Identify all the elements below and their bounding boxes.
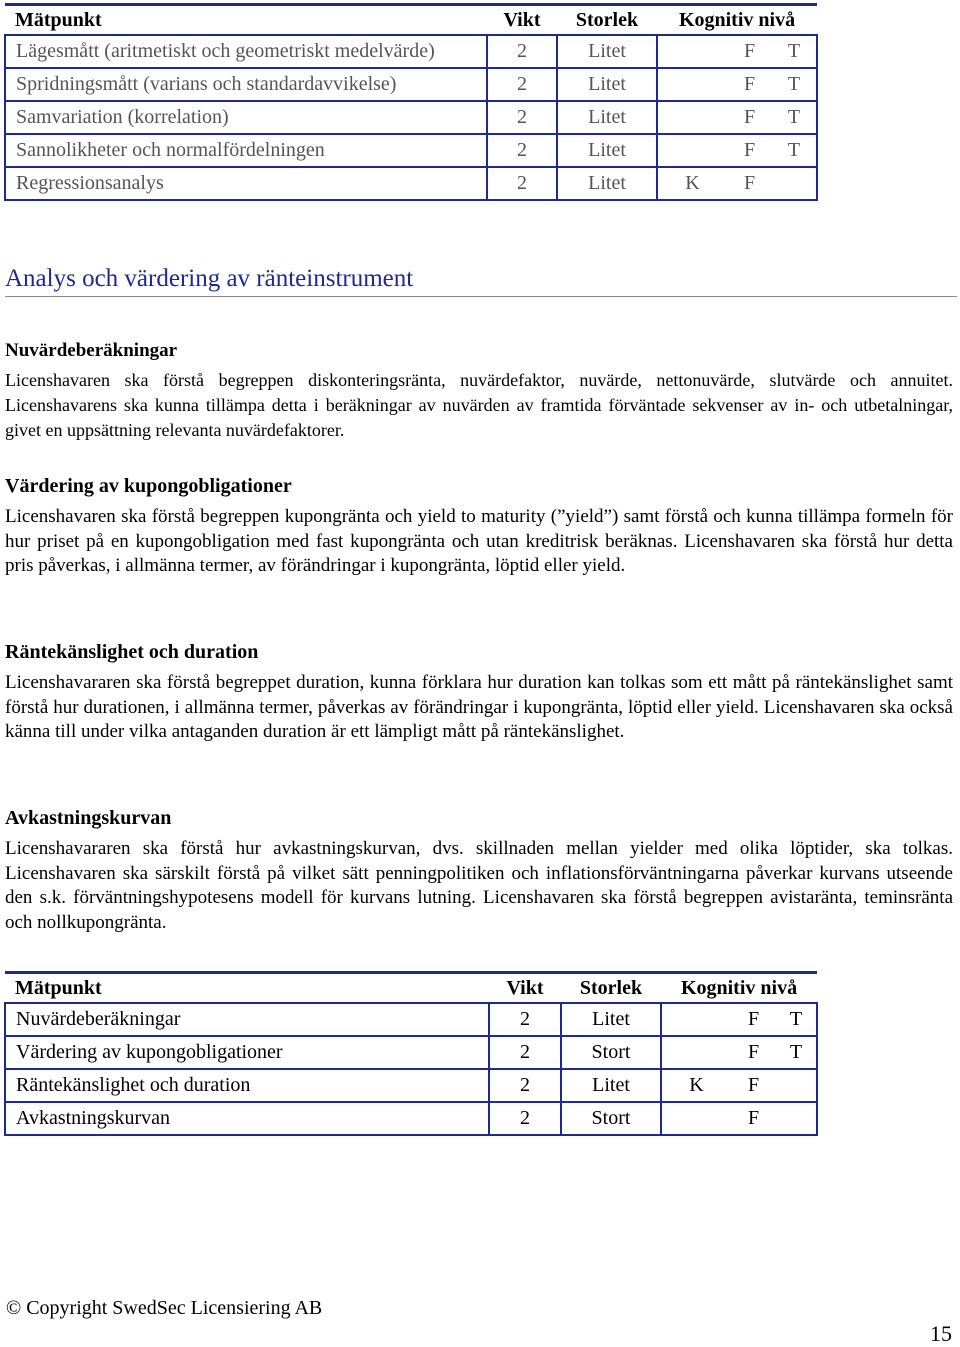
header-weight: Vikt: [487, 5, 557, 36]
row-size: Litet: [557, 101, 657, 134]
table-row: [5, 1102, 817, 1135]
table-header-row: [5, 5, 817, 36]
subheading-present-value: Nuvärdeberäkningar: [5, 340, 178, 361]
row-level-k: [661, 1102, 731, 1135]
row-level-k: [657, 68, 727, 101]
row-size: Litet: [561, 1003, 661, 1036]
row-size: Litet: [557, 35, 657, 68]
row-level-t: T: [776, 1003, 817, 1036]
row-size: Stort: [561, 1036, 661, 1069]
row-weight: 2: [487, 68, 557, 101]
row-level-k: [657, 101, 727, 134]
row-measure: Nuvärdeberäkningar: [5, 1003, 489, 1036]
header-cognitive: Kognitiv nivå: [661, 973, 817, 1004]
footer-copyright: © Copyright SwedSec Licensiering AB: [6, 1297, 323, 1319]
table-row: [5, 101, 817, 134]
row-level-f: F: [731, 1102, 776, 1135]
subheading-coupon-bonds: Värdering av kupongobligationer: [5, 475, 292, 497]
paragraph-duration: Licenshavararen ska förstå begreppet duration, kunna förklara hur duration kan tolkas som ett mått på räntekänslighet samt förstå hur durationen, i allmänna termer, påverkas av förändringar i kupongränta, löptid eller yield. Licenshavaren ska också känna till under vilka antaganden duration är ett lämpligt mått på räntekänslighet.: [5, 672, 953, 742]
row-measure: Räntekänslighet och duration: [5, 1069, 489, 1102]
row-size: Litet: [557, 68, 657, 101]
table-header-row: [5, 973, 817, 1004]
row-level-t: [776, 1102, 817, 1135]
row-size: Stort: [561, 1102, 661, 1135]
row-measure: Lägesmått (aritmetiskt och geometriskt medelvärde): [5, 35, 487, 68]
row-weight: 2: [489, 1069, 561, 1102]
row-measure: Sannolikheter och normalfördelningen: [5, 134, 487, 167]
row-level-f: F: [731, 1003, 776, 1036]
header-size: Storlek: [557, 5, 657, 36]
header-measure: Mätpunkt: [5, 973, 489, 1004]
row-weight: 2: [487, 101, 557, 134]
row-measure: Samvariation (korrelation): [5, 101, 487, 134]
paragraph-present-value: Licenshavaren ska förstå begreppen diskonteringsränta, nuvärdefaktor, nuvärde, nettonuvärde, slutvärde och annuitet. Licenshavarens ska kunna tillämpa detta i beräkningar av nuvärden av framtida förväntade sekvenser av in- och utbetalningar, givet en uppsättning relevanta nuvärdefaktorer.: [5, 370, 953, 440]
paragraph-yield-curve: Licenshavararen ska förstå hur avkastningskurvan, dvs. skillnaden mellan yielder med olika löptider, ska tolkas. Licenshavaren ska särskilt förstå på vilket sätt penningpolitiken och inflationsförväntningarna påverkar kurvans utseende den s.k. förväntningshypotesens modell för kurvans lutning. Licenshavaren ska förstå begreppen avistaränta, teminsränta och nollkupongränta.: [5, 838, 953, 933]
row-level-k: [661, 1036, 731, 1069]
row-level-k: K: [661, 1069, 731, 1102]
row-level-t: [772, 167, 817, 200]
header-weight: Vikt: [489, 973, 561, 1004]
row-level-t: T: [776, 1036, 817, 1069]
row-level-k: K: [657, 167, 727, 200]
table-row: [5, 68, 817, 101]
row-weight: 2: [487, 35, 557, 68]
row-level-t: T: [772, 35, 817, 68]
row-measure: Avkastningskurvan: [5, 1102, 489, 1135]
row-measure: Värdering av kupongobligationer: [5, 1036, 489, 1069]
paragraph-coupon-bonds: Licenshavaren ska förstå begreppen kupongränta och yield to maturity (”yield”) samt förstå och kunna tillämpa formeln för hur priset på en kupongobligation med fast kupongränta och utan kreditrisk beräknas. Licenshavaren ska förstå hur detta pris påverkas, i allmänna termer, av förändringar i kupongränta, löptid eller yield.: [5, 506, 953, 576]
row-measure: Spridningsmått (varians och standardavvikelse): [5, 68, 487, 101]
table-row: [5, 134, 817, 167]
row-size: Litet: [557, 167, 657, 200]
row-weight: 2: [487, 134, 557, 167]
row-level-k: [661, 1003, 731, 1036]
subheading-yield-curve: Avkastningskurvan: [5, 807, 172, 829]
header-size: Storlek: [561, 973, 661, 1004]
row-level-k: [657, 134, 727, 167]
row-level-t: T: [772, 134, 817, 167]
table-row: [5, 167, 817, 200]
header-measure: Mätpunkt: [5, 5, 487, 36]
row-level-f: F: [731, 1036, 776, 1069]
row-level-f: F: [731, 1069, 776, 1102]
table-row: [5, 1036, 817, 1069]
row-level-k: [657, 35, 727, 68]
row-level-f: F: [727, 68, 772, 101]
row-level-f: F: [727, 35, 772, 68]
row-weight: 2: [489, 1003, 561, 1036]
table-row: [5, 1003, 817, 1036]
row-level-f: F: [727, 134, 772, 167]
row-level-t: T: [772, 101, 817, 134]
row-level-f: F: [727, 101, 772, 134]
table-row: [5, 1069, 817, 1102]
row-weight: 2: [489, 1036, 561, 1069]
row-measure: Regressionsanalys: [5, 167, 487, 200]
row-weight: 2: [487, 167, 557, 200]
row-weight: 2: [489, 1102, 561, 1135]
row-size: Litet: [557, 134, 657, 167]
measure-table-statistics: [4, 3, 818, 201]
table-row: [5, 35, 817, 68]
subheading-duration: Räntekänslighet och duration: [5, 641, 259, 663]
page-number: 15: [930, 1321, 952, 1346]
section-title: Analys och värdering av ränteinstrument: [5, 265, 957, 297]
row-level-f: F: [727, 167, 772, 200]
row-level-t: [776, 1069, 817, 1102]
header-cognitive: Kognitiv nivå: [657, 5, 817, 36]
row-level-t: T: [772, 68, 817, 101]
measure-table-interest: [4, 971, 818, 1136]
row-size: Litet: [561, 1069, 661, 1102]
